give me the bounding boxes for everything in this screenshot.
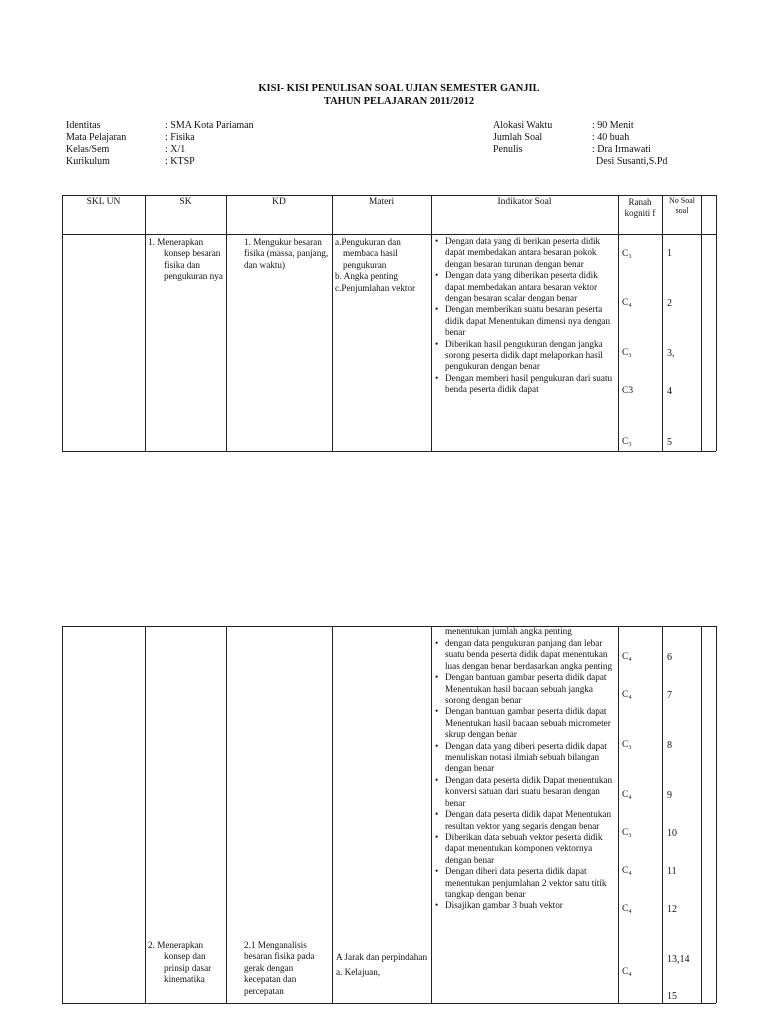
no-soal-value: 7 (667, 690, 672, 701)
materi-item: a.Pengukuran dan membaca hasil pengukuran (335, 237, 401, 270)
no-soal-value: 2 (667, 298, 672, 309)
ranah-value: C₃ (622, 437, 632, 447)
indikator-list-1 (433, 236, 617, 396)
ranah-value: C₄ (622, 298, 632, 308)
indikator-item: • Dengan data yang diberikan peserta didik dapat membedakan antara besaran vektor dengan besaran scalar dengan benar (433, 270, 617, 304)
no-soal-value: 13,14 (667, 954, 690, 965)
identity-label (493, 156, 552, 168)
kd-1: 1. Mengukur besaran fisika (massa, panjang, dan waktu) (244, 237, 329, 270)
identity-label: Mata Pelajaran (66, 132, 127, 143)
indikator-list-2 (433, 638, 617, 912)
indikator-continued: menentukan jumlah angka penting (445, 626, 572, 636)
identity-value: : 90 Menit (592, 120, 634, 131)
indikator-item: • Dengan data peserta didik Dapat menentukan konversi satuan dari suatu besaran dengan benar (433, 775, 617, 809)
identity-label: Penulis (493, 144, 523, 155)
document-title: KISI- KISI PENULISAN SOAL UJIAN SEMESTER GANJIL (258, 83, 540, 94)
header-no-soal: No Soal soal (669, 196, 695, 215)
materi-item: c.Penjumlahan vektor (335, 282, 416, 293)
no-soal-value: 6 (667, 652, 672, 663)
ranah-value: C₄ (622, 652, 632, 662)
identity-label: Kurikulum (66, 156, 110, 167)
no-soal-value: 15 (667, 991, 677, 1002)
indikator-item: • Dengan data yang di berikan peserta didik dapat membedakan antara besaran pokok dengan besaran turunan dengan benar (433, 236, 617, 270)
materi-2 (336, 952, 430, 979)
sk-1: 1. Menerapkan konsep besaran fisika dan pengukuran nya (148, 237, 223, 282)
identity-values-right (592, 120, 667, 168)
no-soal-value: 1 (667, 248, 672, 259)
materi-item: A Jarak dan perpindahan (336, 952, 428, 962)
ranah-value: C₃ (622, 348, 632, 358)
materi-item: a. Kelajuan, (336, 967, 381, 978)
ranah-value: C3 (622, 386, 634, 396)
header-materi: Materi (368, 197, 395, 207)
identity-value: : Dra Irmawati (592, 144, 651, 155)
ranah-value: C₃ (622, 828, 632, 838)
no-soal-value: 9 (667, 790, 672, 801)
no-soal-value: 12 (667, 904, 677, 915)
no-soal-value: 5 (667, 437, 672, 448)
identity-value: : Fisika (165, 132, 195, 143)
identity-value: : X/1 (165, 144, 186, 155)
indikator-item: • Disajikan gambar 3 buah vektor (433, 900, 617, 911)
indikator-item: • Dengan data yang diberi peserta didik dapat menuliskan notasi ilmiah sebuah bilangan dengan benar (433, 741, 617, 775)
indikator-item: • Diberikan data sebuah vektor peserta didik dapat menentukan komponen vektornya dengan benar (433, 832, 617, 866)
header-skl-un: SKL UN (86, 197, 121, 207)
page-1 (0, 0, 768, 470)
ranah-value: C₄ (622, 866, 632, 876)
indikator-item: • Dengan memberi hasil pengukuran dari suatu benda peserta didik dapat (433, 373, 617, 396)
sk-2: 2. Menerapkan konsep dan prinsip dasar kinematika (148, 940, 212, 985)
header-indikator-soal: Indikator Soal (497, 197, 552, 207)
identity-label: Identitas (66, 120, 101, 131)
no-soal-value: 10 (667, 828, 677, 839)
indikator-item: • Dengan diberi data peserta didik dapat menentukan penjumlahan 2 vektor satu titik tangkap dengan benar (433, 866, 617, 900)
ranah-value: C₄ (622, 967, 632, 977)
indikator-item: • Diberikan hasil pengukuran dengan jangka sorong peserta didik dapt melaporkan hasil pengukuran dengan benar (433, 339, 617, 373)
indikator-item: • Dengan data peserta didik dapat Menentukan resultan vektor yang segaris dengan benar (433, 809, 617, 832)
ranah-value: C₄ (622, 790, 632, 800)
identity-value: : SMA Kota Pariaman (165, 120, 254, 131)
indikator-item: • Dengan memberikan suatu besaran peserta didik dapat Menentukan dimensi nya dengan benar (433, 304, 617, 338)
identity-label: Alokasi Waktu (493, 120, 553, 131)
identity-label: Kelas/Sem (66, 144, 110, 155)
no-soal-value: 3, (667, 348, 675, 359)
identity-labels-left (66, 120, 126, 168)
indikator-item: • Dengan bantuan gambar peserta didik dapat Menentukan hasil bacaan sebuah micrometer skrup dengan benar (433, 706, 617, 740)
indikator-item: • dengan data pengukuran panjang dan lebar suatu benda peserta didik dapat menentukan luas dengan benar berdasarkan angka penting (433, 638, 617, 672)
header-ranah-kognitif: Ranah kogniti f (624, 197, 656, 218)
materi-1 (335, 237, 430, 294)
identity-value: : 40 buah (592, 132, 630, 143)
ranah-value: C₄ (622, 690, 632, 700)
identity-labels-right (493, 120, 552, 168)
identity-label: Jumlah Soal (493, 132, 543, 143)
identity-value: : KTSP (165, 156, 195, 167)
header-kd: KD (272, 197, 286, 207)
indikator-item: • Dengan bantuan gambar peserta didik dapat Menentukan hasil bacaan sebuah jangka sorong dengan benar (433, 672, 617, 706)
materi-item: b. Angka penting (335, 271, 399, 282)
kd-2: 2.1 Menganalisis besaran fisika pada gerak dengan kecepatan dan percepatan (244, 940, 315, 996)
header-sk: SK (179, 197, 192, 207)
ranah-value: C₄ (622, 904, 632, 914)
no-soal-value: 4 (667, 386, 672, 397)
ranah-value: C₃ (622, 249, 632, 259)
identity-value: Desi Susanti,S.Pd (596, 156, 668, 167)
document-subtitle: TAHUN PELAJARAN 2011/2012 (323, 96, 475, 107)
ranah-value: C₃ (622, 740, 632, 750)
no-soal-value: 11 (667, 866, 677, 877)
identity-values-left (165, 120, 254, 168)
no-soal-value: 8 (667, 740, 672, 751)
page-gap (0, 470, 768, 620)
